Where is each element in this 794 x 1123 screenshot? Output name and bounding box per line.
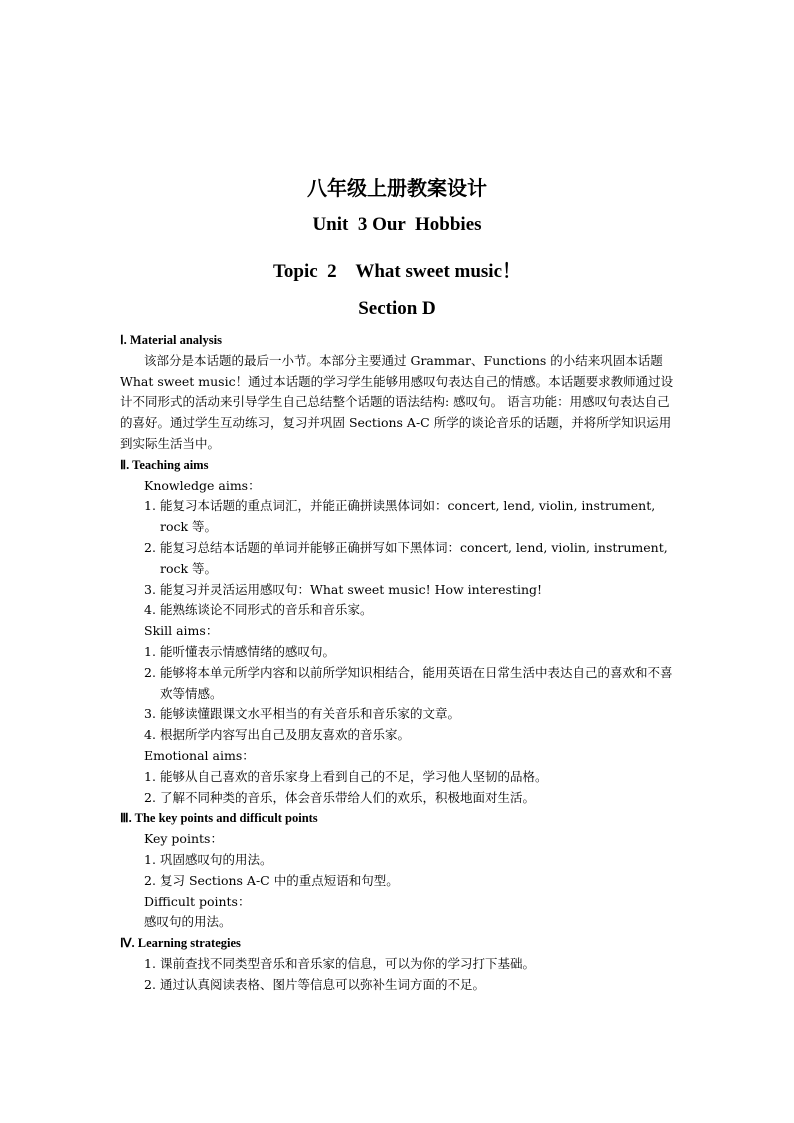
- difficult-points-label: Difficult points：: [144, 893, 251, 909]
- emotional-aims-label: Emotional aims：: [144, 747, 255, 763]
- skill-aims-label: Skill aims：: [144, 623, 219, 639]
- list-item: 1. 能听懂表示情感情绪的感叹句。: [144, 643, 336, 659]
- list-item: 1. 能够从自己喜欢的音乐家身上看到自己的不足，学习他人坚韧的品格。: [144, 768, 548, 784]
- list-item: 2. 通过认真阅读表格、图片等信息可以弥补生词方面的不足。: [144, 976, 486, 992]
- topic-title: Topic 2 What sweet music！: [272, 261, 522, 282]
- key-points-label: Key points：: [144, 831, 223, 847]
- main-title: 八年级上册教案设计: [307, 176, 487, 200]
- heading-teaching-aims: Ⅱ. Teaching aims: [120, 457, 209, 472]
- list-item: 1. 巩固感叹句的用法。: [144, 851, 273, 867]
- knowledge-aims-label: Knowledge aims：: [144, 477, 261, 493]
- section-title: Section D: [358, 298, 436, 319]
- list-item: 2. 能够将本单元所学内容和以前所学知识相结合，能用英语在日常生活中表达自己的喜欢和不喜欢等情感。: [144, 664, 673, 701]
- list-item: 2. 复习 Sections A-C 中的重点短语和句型。: [144, 872, 399, 888]
- list-item: 1. 课前查找不同类型音乐和音乐家的信息，可以为你的学习打下基础。: [144, 955, 536, 971]
- heading-key-points: Ⅲ. The key points and difficult points: [120, 811, 318, 826]
- document-body: [120, 330, 680, 996]
- heading-learning-strategies: Ⅳ. Learning strategies: [120, 936, 241, 951]
- list-item: 2. 能复习总结本话题的单词并能够正确拼写如下黑体词：concert, lend, violin, instrument, rock 等。: [144, 539, 668, 576]
- list-item: 2. 了解不同种类的音乐，体会音乐带给人们的欢乐，积极地面对生活。: [144, 789, 536, 805]
- list-item: 1. 能复习本话题的重点词汇，并能正确拼读黑体词如：concert, lend, violin, instrument, rock 等。: [144, 498, 656, 535]
- difficult-points-text: 感叹句的用法。: [144, 914, 232, 930]
- material-analysis-paragraph: 该部分是本话题的最后一小节。本部分主要通过 Grammar、Functions 的小结来巩固本话题 What sweet music！通过本话题的学习学生能够用感叹句表达自己的情感。本话题要求教师通过设计不同形式的活动来引导学生自己总结整个话题的语法结构: 感叹句。 语言功能：用感叹句表达自己的喜好。通过学生互动练习，复习并巩固 Sections A-C 所学的谈论音乐的话题，并将所学知识运用到实际生活当中。: [120, 352, 674, 451]
- heading-material-analysis: Ⅰ. Material analysis: [120, 333, 222, 347]
- unit-title: Unit 3 Our Hobbies: [312, 214, 482, 235]
- list-item: 3. 能够读懂跟课文水平相当的有关音乐和音乐家的文章。: [144, 706, 461, 722]
- list-item: 3. 能复习并灵活运用感叹句：What sweet music! How interesting!: [144, 581, 543, 597]
- list-item: 4. 能熟练谈论不同形式的音乐和音乐家。: [144, 602, 373, 618]
- list-item: 4. 根据所学内容写出自己及朋友喜欢的音乐家。: [144, 727, 411, 743]
